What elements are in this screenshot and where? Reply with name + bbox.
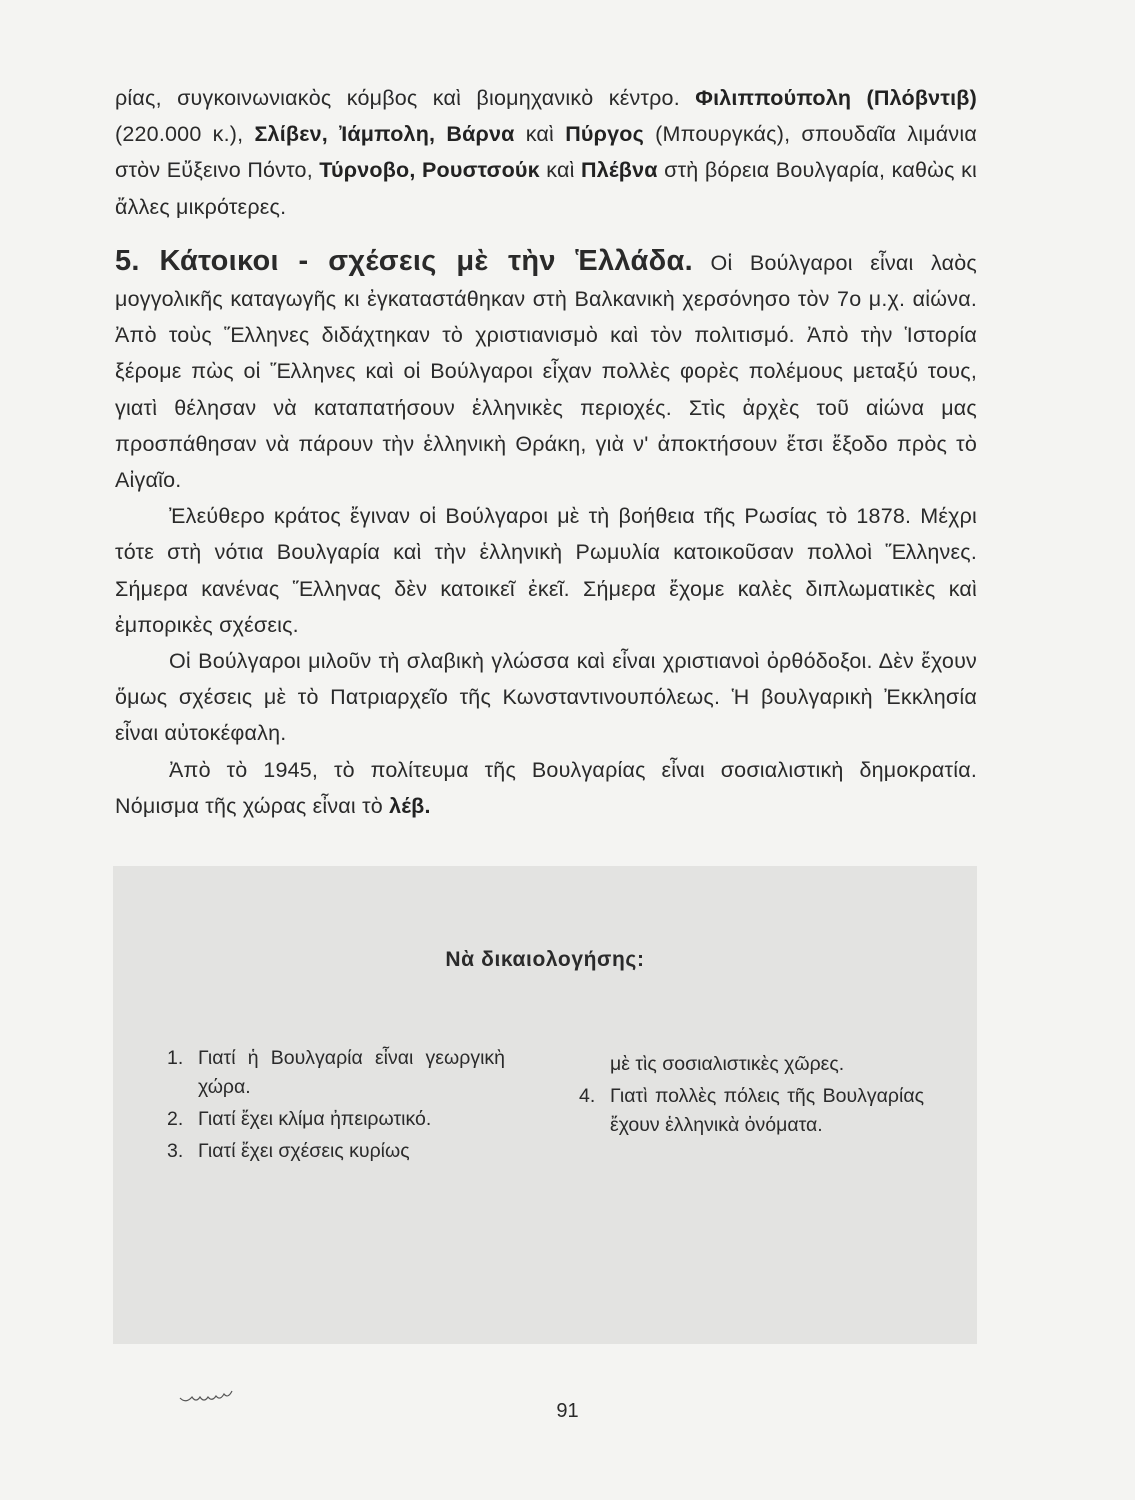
text-run: καὶ: [514, 122, 566, 147]
city-name: Φιλιππούπολη (Πλόβντιβ): [695, 86, 977, 110]
paragraph-government: [115, 752, 977, 824]
city-name: Τύρνοβο, Ρουστσούκ: [319, 158, 540, 183]
paragraph-independence: Ἐλεύθερο κράτος ἔγιναν οἱ Βούλγαροι μὲ τὴ βοήθεια τῆς Ρωσίας τὸ 1878. Μέχρι τότε στὴ νότια Βουλγαρία καὶ τὴν ἑλληνικὴ Ρωμυλία κατοικοῦσαν πολλοὶ Ἕλληνες. Σήμερα κανένας Ἕλληνας δὲν κατοικεῖ ἐκεῖ. Σήμερα ἔχομε καλὲς διπλωματικὲς καὶ ἐμπορικὲς σχέσεις.: [115, 504, 977, 637]
exercise-box: [113, 866, 977, 1344]
question-continuation: [579, 1050, 924, 1079]
text-run: ρίας, συγκοινωνιακὸς κόμβος καὶ βιομηχανικὸ κέντρο.: [115, 86, 696, 110]
text-run: Οἱ Βούλγαροι εἶναι λαὸς μογγολικῆς καταγωγῆς κι ἐγκαταστάθηκαν στὴ Βαλκανικὴ χερσόνησο τὸν 7ο μ.χ. αἰώνα. Ἀπὸ τοὺς Ἕλληνες διδάχτηκαν τὸ χριστιανισμὸ καὶ τὸν πολιτισμό. Ἀπὸ τὴν Ἱστορία ξέρομε πὼς οἱ Ἕλληνες καὶ οἱ Βούλγαροι εἶχαν πολλὲς φορὲς πολέμους μεταξύ τους, γιατὶ θέλησαν νὰ καταπατήσουν ἑλληνικὲς περιοχές. Στὶς ἀρχὲς τοῦ αἰώνα μας προσπάθησαν νὰ πάρουν τὴν ἑλληνικὴ Θράκη, γιὰ ν' ἀποκτήσουν ἔτσι ἔξοδο πρὸς τὸ Αἰγαῖο.: [115, 250, 977, 493]
question-text: μὲ τὶς σοσιαλιστικὲς χῶρες.: [610, 1053, 845, 1075]
question-item: [167, 1044, 505, 1102]
question-item: [579, 1082, 924, 1140]
city-name: Πλέβνα: [580, 158, 658, 183]
question-text: Γιατὶ πολλὲς πόλεις τῆς Βουλγαρίας ἔχουν ἑλληνικὰ ὀνόματα.: [610, 1085, 924, 1136]
question-text: Γιατί ἔχει κλίμα ἠπειρωτικό.: [198, 1108, 432, 1130]
text-run: καὶ: [539, 158, 581, 183]
city-name: Σλίβεν, Ἰάμπολη, Βάρνα: [254, 122, 515, 147]
text-run: (220.000 κ.),: [115, 122, 255, 147]
question-number: 2.: [167, 1108, 184, 1130]
question-item: [167, 1105, 505, 1134]
question-item: [167, 1137, 505, 1166]
paragraph-religion: Οἱ Βούλγαροι μιλοῦν τὴ σλαβικὴ γλώσσα καὶ εἶναι χριστιανοὶ ὀρθόδοξοι. Δὲν ἔχουν ὅμως σχέσεις μὲ τὸ Πατριαρχεῖο τῆς Κωνσταντινουπόλεως. Ἡ βουλγαρικὴ Ἐκκλησία εἶναι αὐτοκέφαλη.: [115, 649, 977, 746]
text-run: (Μπουργκάς), σπουδαῖα λιμάνια στὸν Εὔξεινο Πόντο,: [115, 122, 977, 183]
exercise-title: Νὰ δικαιολογήσης:: [445, 948, 645, 971]
paragraph-inhabitants: [115, 243, 977, 498]
city-name: Πύργος: [565, 122, 644, 147]
question-number: 1.: [167, 1047, 184, 1069]
question-number: 4.: [579, 1085, 596, 1107]
currency-name: λέβ.: [389, 793, 431, 818]
page-number: 91: [556, 1400, 579, 1422]
section-heading: 5. Κάτοικοι - σχέσεις μὲ τὴν Ἑλλάδα.: [115, 244, 694, 277]
text-run: στὴ βόρεια Βουλγαρία, καθὼς κι ἄλλες μικρότερες.: [115, 158, 978, 219]
questions-left-column: [167, 1044, 505, 1169]
text-run: Ἀπὸ τὸ 1945, τὸ πολίτευμα τῆς Βουλγαρίας εἶναι σοσιαλιστικὴ δημοκρατία. Νόμισμα τῆς χώρας εἶναι τὸ: [115, 757, 977, 818]
question-text: Γιατί ἡ Βουλγαρία εἶναι γεωργικὴ χώρα.: [198, 1047, 505, 1098]
question-number: 3.: [167, 1140, 184, 1162]
body-text: [115, 80, 977, 824]
question-text: Γιατί ἔχει σχέσεις κυρίως: [198, 1140, 410, 1162]
paragraph-cities: [115, 80, 977, 225]
questions-right-column: [579, 1050, 924, 1143]
